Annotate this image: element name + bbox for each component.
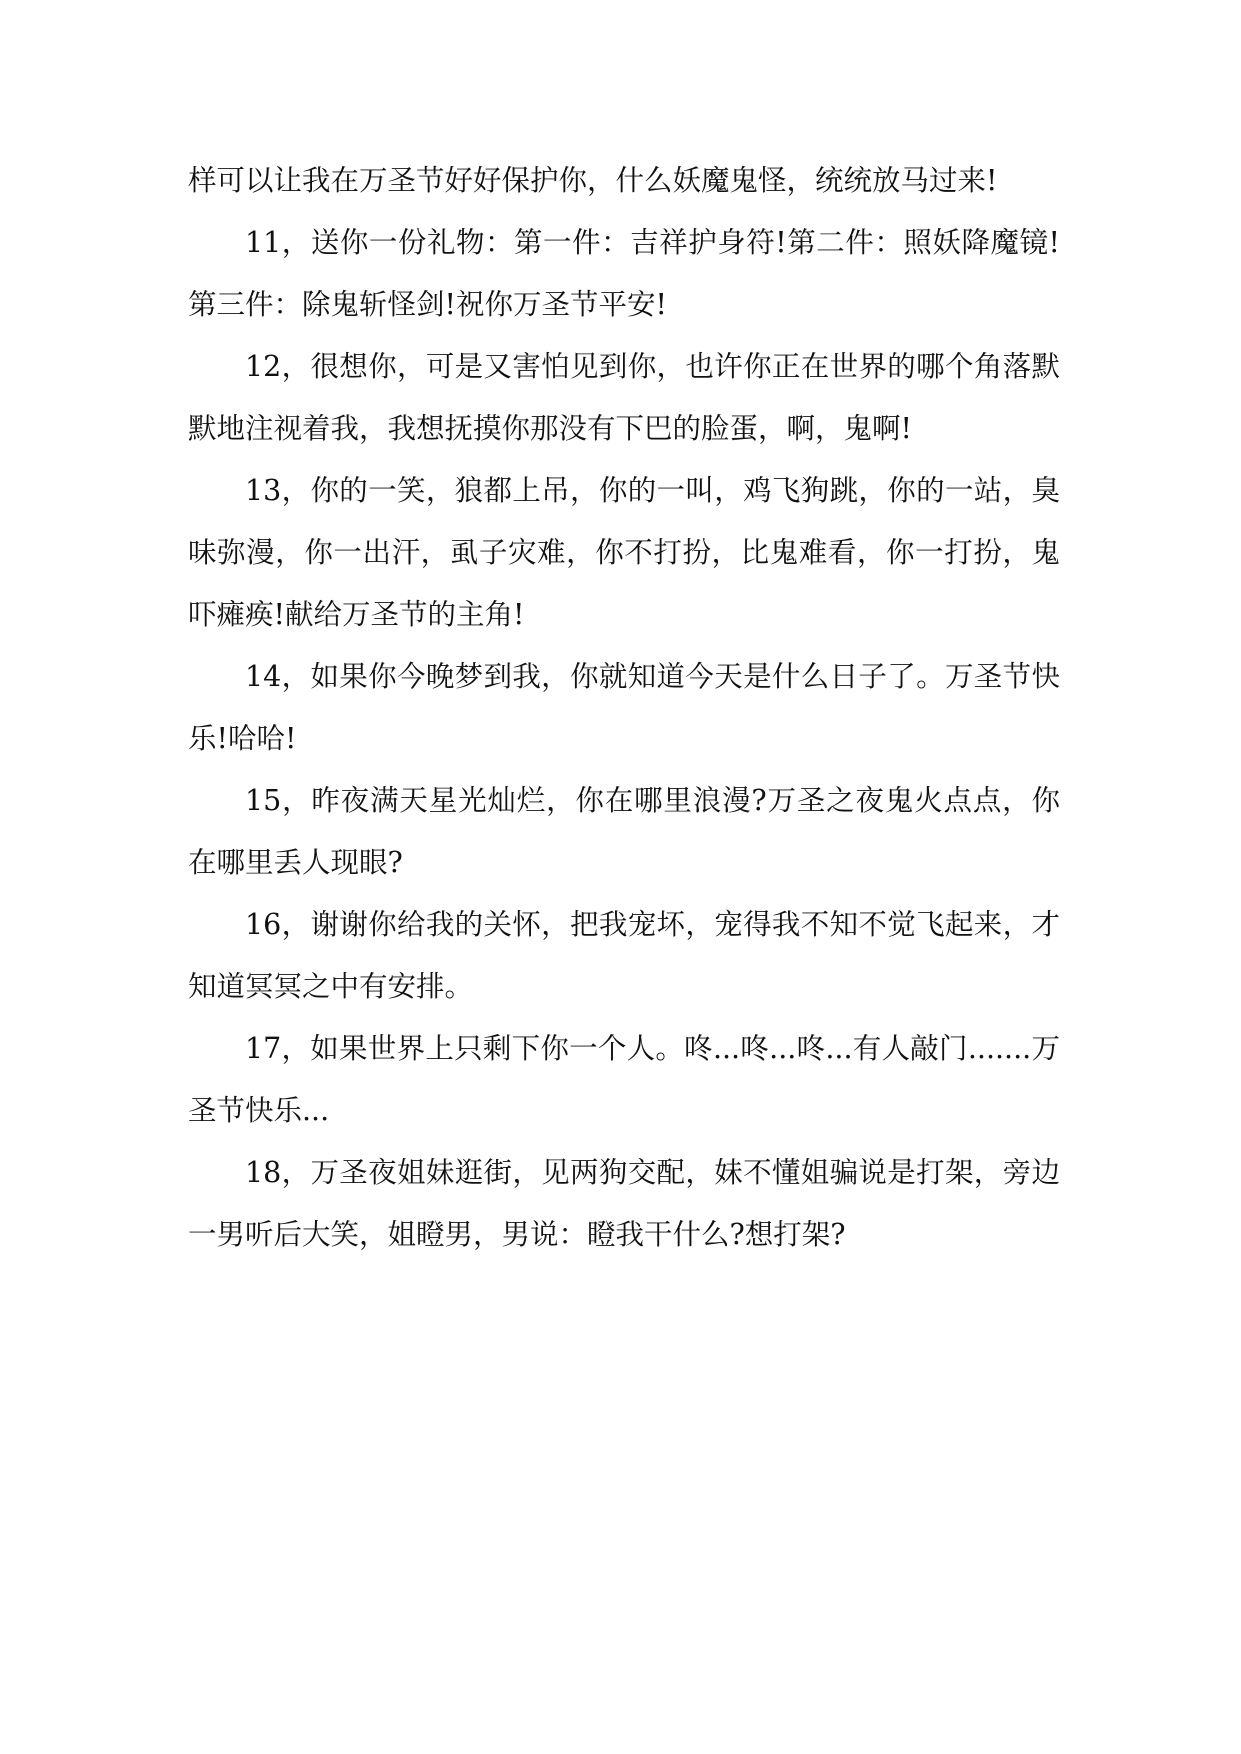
paragraph-item-13: 13，你的一笑，狼都上吊，你的一叫，鸡飞狗跳，你的一站，臭味弥漫，你一出汗，虱子灾难，你不打扮，比鬼难看，你一打扮，鬼吓瘫痪!献给万圣节的主角! xyxy=(188,474,1060,631)
paragraph-item-15: 15，昨夜满天星光灿烂，你在哪里浪漫?万圣之夜鬼火点点，你在哪里丢人现眼? xyxy=(188,784,1061,879)
paragraph-item-14: 14，如果你今晚梦到我，你就知道今天是什么日子了。万圣节快乐!哈哈! xyxy=(188,660,1060,755)
paragraph-item-16: 16，谢谢你给我的关怀，把我宠坏，宠得我不知不觉飞起来，才知道冥冥之中有安排。 xyxy=(188,908,1060,1003)
document-body xyxy=(188,150,1060,1266)
paragraph-item-18: 18，万圣夜姐妹逛街，见两狗交配，妹不懂姐骗说是打架，旁边一男听后大笑，姐瞪男，男说：瞪我干什么?想打架? xyxy=(188,1156,1060,1251)
paragraph-item-17: 17，如果世界上只剩下你一个人。咚...咚...咚...有人敲门.......万圣节快乐... xyxy=(188,1032,1060,1127)
paragraph-item-12: 12，很想你，可是又害怕见到你，也许你正在世界的哪个角落默默地注视着我，我想抚摸你那没有下巴的脸蛋，啊，鬼啊! xyxy=(188,350,1060,445)
paragraph-continuation: 样可以让我在万圣节好好保护你，什么妖魔鬼怪，统统放马过来! xyxy=(188,164,998,197)
paragraph-item-11: 11，送你一份礼物：第一件：吉祥护身符!第二件：照妖降魔镜!第三件：除鬼斩怪剑!祝你万圣节平安! xyxy=(188,226,1060,321)
